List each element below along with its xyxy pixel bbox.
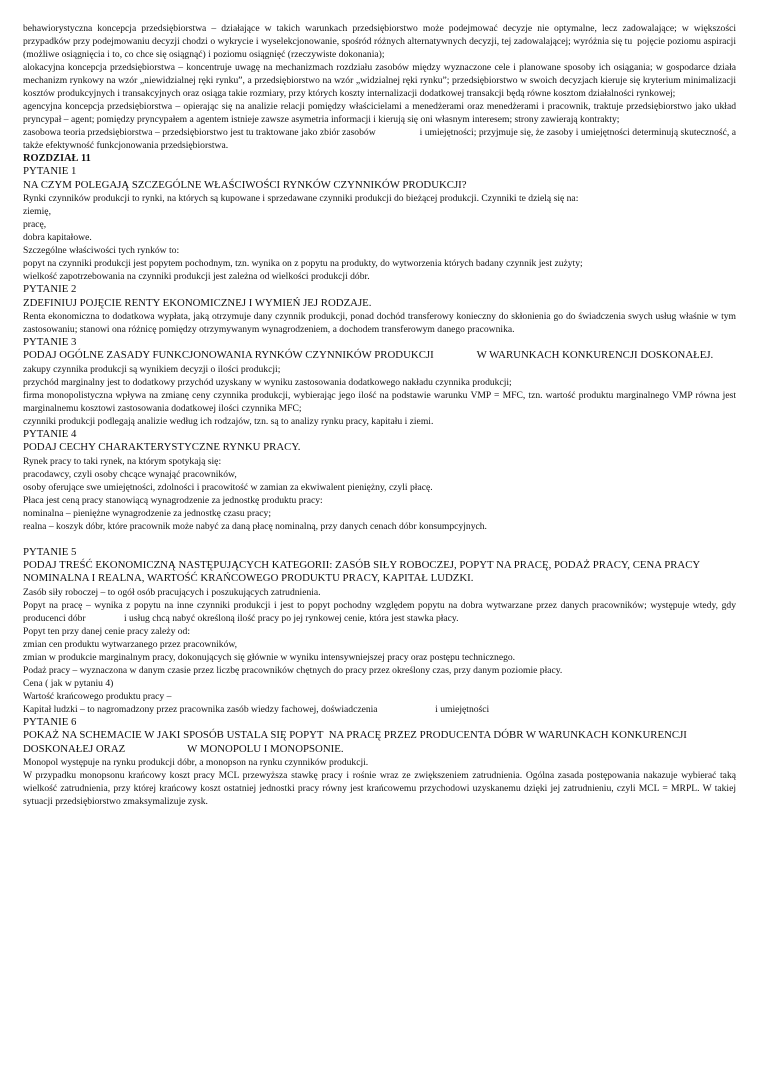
behavioral-concept-paragraph: behawiorystyczna koncepcja przedsiębiorstwa – działające w takich warunkach przedsiębiorstwo może podejmować decyzje nie optymalne, lecz zadowalające; w większości przypadków przy podejmowaniu decyzji chodzi o wykrycie i wyselekcjonowanie, spośród różnych alternatywnych decyzji, tej zadowalającej; wyróżnia się tu pojęcie poziomu aspiracji (możliwe osiągnięcia i to, co chce się osiągnąć) i poziomu osiągnięć (rzeczywiste dokonania); [23,23,741,60]
question-4-answer: Rynek pracy to taki rynek, na którym spotykają się: [23,455,222,467]
list-item: osoby oferujące swe umiejętności, zdolności i pracowitość w zamian za ekwiwalent pieniężny, czyli płacę. [23,481,433,493]
list-item: ziemię, [23,206,51,218]
question-5-title: PODAJ TREŚĆ EKONOMICZNĄ NASTĘPUJĄCYCH KATEGORII: ZASÓB SIŁY ROBOCZEJ, POPYT NA PRACĘ, PODAŻ PRACY, CENA PRACY NOMINALNA I REALNA, WARTOŚĆ KRAŃCOWEGO PRODUKTU PRACY, KAPITAŁ LUDZKI. [23,559,703,585]
question-4-answer: Płaca jest ceną pracy stanowiącą wynagrodzenie za jednostkę produktu pracy: [23,494,323,506]
list-item: firma monopolistyczna wpływa na zmianę ceny czynnika produkcji, wybierając jego ilość na podstawie warunku VMP = MFC, tzn. wartość produktu marginalnego VMP równa jest marginalnemu kosztowi zastosowania dodatkowej ilości czynnika MFC; [23,389,739,414]
question-1-title: NA CZYM POLEGAJĄ SZCZEGÓLNE WŁAŚCIWOŚCI RYNKÓW CZYNNIKÓW PRODUKCJI? [23,178,467,191]
section-spacer [23,533,736,546]
question-2-label: PYTANIE 2 [23,283,77,296]
question-5-answer: Wartość krańcowego produktu pracy – [23,690,172,702]
allocative-concept-paragraph: alokacyjna koncepcja przedsiębiorstwa – koncentruje uwagę na mechanizmach rozdziału zasobów między wyznaczone cele i planowane sposoby ich osiągania; w gospodarce działa mechanizm rynkowy na wzór „niewidzialnej ręki rynku”, a przedsiębiorstwo na wzór „widzialnej ręki rynku”; przedsiębiorstwo w swoich decyzjach kieruje się kryterium minimalizacji kosztów produkcyjnych i transakcyjnych oraz osiąga takie rozmiary, przy których koszty internalizacji dodatkowej transakcji będą równe kosztom działalności rynkowej; [23,62,739,99]
list-item: nominalna – pieniężne wynagrodzenie za jednostkę czasu pracy; [23,507,271,519]
list-item: pracę, [23,219,47,231]
question-5-answer: Kapitał ludzki – to nagromadzony przez pracownika zasób wiedzy fachowej, doświadczenia i umiejętności [23,703,490,715]
list-item: pracodawcy, czyli osoby chcące wynająć pracowników, [23,468,237,480]
question-1-answer: Rynki czynników produkcji to rynki, na których są kupowane i sprzedawane czynniki produkcji do bieżącej produkcji. Czynniki te dzielą się na: [23,193,579,205]
resource-theory-paragraph: zasobowa teoria przedsiębiorstwa – przedsiębiorstwo jest tu traktowane jako zbiór zasobów i umiejętności; przyjmuje się, że zasoby i umiejętności determinują skuteczność, a także efektywność funkcjonowania przedsiębiorstwa. [23,127,739,151]
question-5-answer: Cena ( jak w pytaniu 4) [23,677,114,689]
question-2-title: ZDEFINIUJ POJĘCIE RENTY EKONOMICZNEJ I WYMIEŃ JEJ RODZAJE. [23,296,372,309]
question-1-answer: Szczególne właściwości tych rynków to: [23,245,180,257]
question-5-label: PYTANIE 5 [23,545,77,558]
question-6-answer: Monopol występuje na rynku produkcji dóbr, a monopson na rynku czynników produkcji. [23,757,369,769]
question-6-label: PYTANIE 6 [23,715,77,728]
question-5-answer: Zasób siły roboczej – to ogół osób pracujących i poszukujących zatrudnienia. [23,586,321,598]
list-item: zakupy czynnika produkcji są wynikiem decyzji o ilości produkcji; [23,363,281,375]
agency-concept-paragraph: agencyjna koncepcja przedsiębiorstwa – opierając się na analizie relacji pomiędzy właścicielami a menedżerami oraz menedżerami i pracownik, traktuje przedsiębiorstwo jako układ pryncypał – agent; pomiędzy pryncypałem a agentem istnieje zawsze asymetria informacji i kierują się oni własnym interesem; strony zawierają kontrakty; [23,101,739,125]
list-item: zmian w produkcie marginalnym pracy, dokonujących się głównie w wyniku intensywniejszej pracy oraz postępu technicznego. [23,651,516,663]
list-item: zmian cen produktu wytwarzanego przez pracowników, [23,638,238,650]
list-item: popyt na czynniki produkcji jest popytem pochodnym, tzn. wynika on z popytu na produkty, do wytworzenia których badany czynnik jest zużyty; [23,258,583,270]
question-3-label: PYTANIE 3 [23,336,77,349]
list-item: realna – koszyk dóbr, które pracownik może nabyć za daną płacę nominalną, przy danych cenach dóbr konsumpcyjnych. [23,520,487,532]
question-5-answer: Popyt ten przy danej cenie pracy zależy od: [23,625,191,637]
list-item: czynniki produkcji podlegają analizie według ich rodzajów, tzn. są to analizy rynku pracy, kapitału i ziemi. [23,415,434,427]
question-6-answer: W przypadku monopsonu krańcowy koszt pracy MCL przewyższa stawkę pracy i rośnie wraz ze zwiększeniem zatrudnienia. Ogólna zasada postępowania nakazuje wybierać taką wielkość zatrudnienia, przy której krańcowy koszt ostatniej jednostki pracy równy jest krańcowemu przychodowi uzyskanemu dzięki jej zatrudnieniu, czyli MCL = MRPL. W takiej sytuacji przedsiębiorstwo zmaksymalizuje zysk. [23,770,739,808]
list-item: dobra kapitałowe. [23,232,92,244]
question-5-answer: Popyt na pracę – wynika z popytu na inne czynniki produkcji i jest to popyt pochodny względem popytu na dobra wytwarzane przez danych pracowników; występuje wtedy, gdy producenci dóbr i usług chcą nabyć określoną ilość pracy po jej rynkowej cenie, która jest stawka płacy. [23,599,739,624]
chapter-heading: ROZDZIAŁ 11 [23,153,91,164]
question-4-title: PODAJ CECHY CHARAKTERYSTYCZNE RYNKU PRACY. [23,441,301,454]
list-item: przychód marginalny jest to dodatkowy przychód uzyskany w wyniku zastosowania dodatkowego nakładu czynnika produkcji; [23,376,512,388]
question-5-answer: Podaż pracy – wyznaczona w danym czasie przez liczbę pracowników chętnych do pracy przez określony czas, przy danym poziomie płacy. [23,664,563,676]
question-2-answer: Renta ekonomiczna to dodatkowa wypłata, jaką otrzymuje dany czynnik produkcji, ponad dochód transferowy konieczny do skłonienia go do świadczenia swych usług właśnie w tym zastosowaniu; stanowi ona różnicę pomiędzy otrzymywanym wynagrodzeniem, a dochodem transferowym danego pracownika. [23,311,739,336]
question-4-label: PYTANIE 4 [23,427,77,440]
question-6-title: POKAŻ NA SCHEMACIE W JAKI SPOSÓB USTALA SIĘ POPYT NA PRACĘ PRZEZ PRODUCENTA DÓBR W WARUNKACH KONKURENCJI DOSKONAŁEJ ORAZ W MONOPOLU I MONOPSONIE. [23,729,690,755]
question-3-title: PODAJ OGÓLNE ZASADY FUNKCJONOWANIA RYNKÓW CZYNNIKÓW PRODUKCJI W WARUNKACH KONKURENCJI DOSKONAŁEJ. [23,349,714,362]
question-1-label: PYTANIE 1 [23,165,77,178]
list-item: wielkość zapotrzebowania na czynniki produkcji jest zależna od wielkości produkcji dóbr. [23,271,370,283]
